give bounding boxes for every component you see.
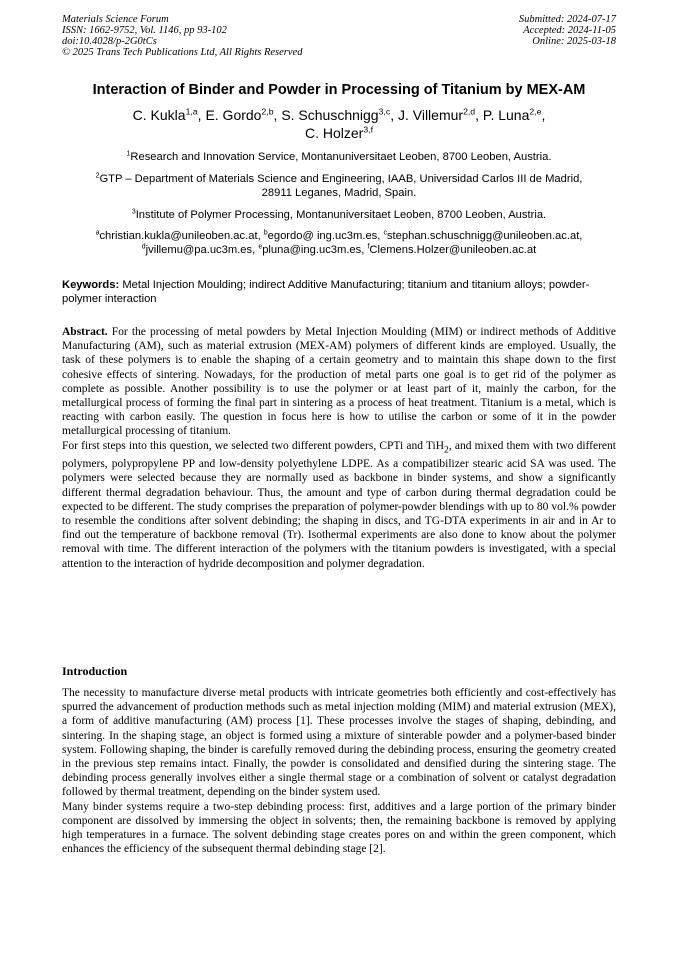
affiliation-1: $^1$Research and Innovation Service, Montanuniversitaet Leoben, 8700 Leoben, Austria. xyxy=(126,150,552,163)
intro-paragraph: The necessity to manufacture diverse metal products with intricate geometries both efficiently and cost-effectively has spurred the advancement of production methods such as metal injection molding (MIM) and material extrusion (MEX), a form of additive manufacturing (AM) process [1]. These processes involve the stages of shaping, debinding, and sintering. In the shaping stage, an object is formed using a mixture of sinterable powder and a polymer-based binder system. Following shaping, the binder is carefully removed during the debinding process, ensuring the geometry created in the previous step remains intact. Finally, the powder is consolidated and densified during the sintering stage. The debinding process generally involves either a single thermal stage or a combination of solvent or catalyst degradation followed by thermal treatment, depending on the binder system used. xyxy=(62,687,616,799)
keywords-text: Metal Injection Moulding; indirect Additive Manufacturing; titanium and titanium alloys; powder-polymer interaction xyxy=(62,279,590,305)
copyright-line: © 2025 Trans Tech Publications Ltd, All Rights Reserved xyxy=(62,47,303,58)
accepted-date: Accepted: 2024-11-05 xyxy=(523,25,616,36)
author: C. Holzer$^{3,f}$ xyxy=(304,124,373,141)
journal-name: Materials Science Forum xyxy=(62,14,169,25)
submission-dates xyxy=(519,14,616,47)
author: J. Villemur$^{2,d}$ xyxy=(397,106,476,123)
intro-paragraph: Many binder systems require a two-step debinding process: first, additives and a large portion of the primary binder component are dissolved by immersing the object in solvents; then, the remaining backbone is removed by applying high temperatures in a furnace. The solvent debinding stage creates pores on and within the green component, which enhances the efficiency of the subsequent thermal debinding stage [2]. xyxy=(62,800,616,856)
keywords-label: Keywords: xyxy=(62,279,120,291)
email-link[interactable]: egordo@ ing.uc3m.es, xyxy=(267,230,384,242)
introduction-body xyxy=(62,686,616,856)
author: S. Schuschnigg$^{3,c}$ xyxy=(281,106,391,123)
abstract-paragraph: For first steps into this question, we selected two different powders, CPTi and TiH$_2$, and mixed them with two different polymers, polypropylene PP and low-density polyethylene LDPE. As a compatibilizer stearic acid SA was used. The polymers were selected because they are normally used as backbone in binder systems, and show a significantly different thermal degradation behaviour. Thus, the amount and type of carbon during thermal degradation could be expected to be different. The study comprises the preparation of polymer-powder blendings with up to 80 vol.% powder to resemble the conditions after solvent debinding; the shaping in discs, and TG-DTA experiments in air and in Ar to find out the temperature of backbone removal (Tr). Isothermal experiments are also done to know about the polymer removal with time. The different interaction of the polymers with the titanium powders is investigated, with a special attention to the interaction of hydride decomposition and polymer degradation. xyxy=(62,439,616,570)
email-list: $^a$christian.kukla@unileoben.ac.at, $^b$egordo@ ing.uc3m.es, $^c$stephan.schuschnigg@unileoben.ac.at, $^d$jvillemu@pa.uc3m.es, $^e$pluna@ing.uc3m.es, $^f$Clemens.Holzer@unileoben.ac.at xyxy=(95,229,583,256)
author: E. Gordo$^{2,b}$ xyxy=(205,106,274,123)
email-link[interactable]: Clemens.Holzer@unileoben.ac.at xyxy=(369,244,537,256)
email-link[interactable]: stephan.schuschnigg@unileoben.ac.at, xyxy=(386,230,583,242)
email-link[interactable]: pluna@ing.uc3m.es, xyxy=(262,244,368,256)
issn-line: ISSN: 1662-9752, Vol. 1146, pp 93-102 xyxy=(62,25,227,36)
abstract xyxy=(62,325,616,571)
affiliation-2: $^2$GTP – Department of Materials Science and Engineering, IAAB, Universidad Carlos III de Madrid, 28911 Leganes, Madrid, Spain. xyxy=(95,172,583,199)
paper-title: Interaction of Binder and Powder in Processing of Titanium by MEX-AM xyxy=(92,82,586,98)
author-list: C. Kukla$^{1,a}$, E. Gordo$^{2,b}$, S. Schuschnigg$^{3,c}$, J. Villemur$^{2,d}$, P. Luna$^{2,e}$, C. Holzer$^{3,f}$ xyxy=(132,106,546,141)
keywords xyxy=(62,278,616,306)
email-link[interactable]: christian.kukla@unileoben.ac.at, xyxy=(99,230,264,242)
email-link[interactable]: jvillemu@pa.uc3m.es, xyxy=(145,244,259,256)
author: P. Luna$^{2,e}$ xyxy=(482,106,542,123)
abstract-paragraph: Abstract. For the processing of metal powders by Metal Injection Moulding (MIM) or indirect methods of Additive Manufacturing (AM), such as material extrusion (MEX-AM) polymers of different kinds are employed. Usually, the task of these polymers is to enable the shaping of a certain geometry and to maintain this shape down to the first cohesive effects of sintering. Nowadays, for the production of metal parts one goal is to get rid of the polymer as complete as possible. Another possibility is to use the polymer or at least part of it, mainly the carbon, for the metallurgical process of forming the final part in sintering as a process of heat treatment. Titanium is a metal, which is reacting with carbon easily. The question in focus here is how to utilise the carbon or some of it in the powder metallurgical processing of titanium. xyxy=(62,326,616,438)
affiliation-3: $^3$Institute of Polymer Processing, Montanuniversitaet Leoben, 8700 Leoben, Austria. xyxy=(131,208,547,221)
author: C. Kukla$^{1,a}$ xyxy=(132,106,198,123)
online-date: Online: 2025-03-18 xyxy=(532,36,616,47)
submitted-date: Submitted: 2024-07-17 xyxy=(518,14,616,25)
doi-line: doi:10.4028/p-2G0tCs xyxy=(62,36,157,47)
section-heading-introduction: Introduction xyxy=(62,664,128,678)
abstract-label: Abstract. xyxy=(62,326,108,338)
journal-info xyxy=(62,14,302,58)
